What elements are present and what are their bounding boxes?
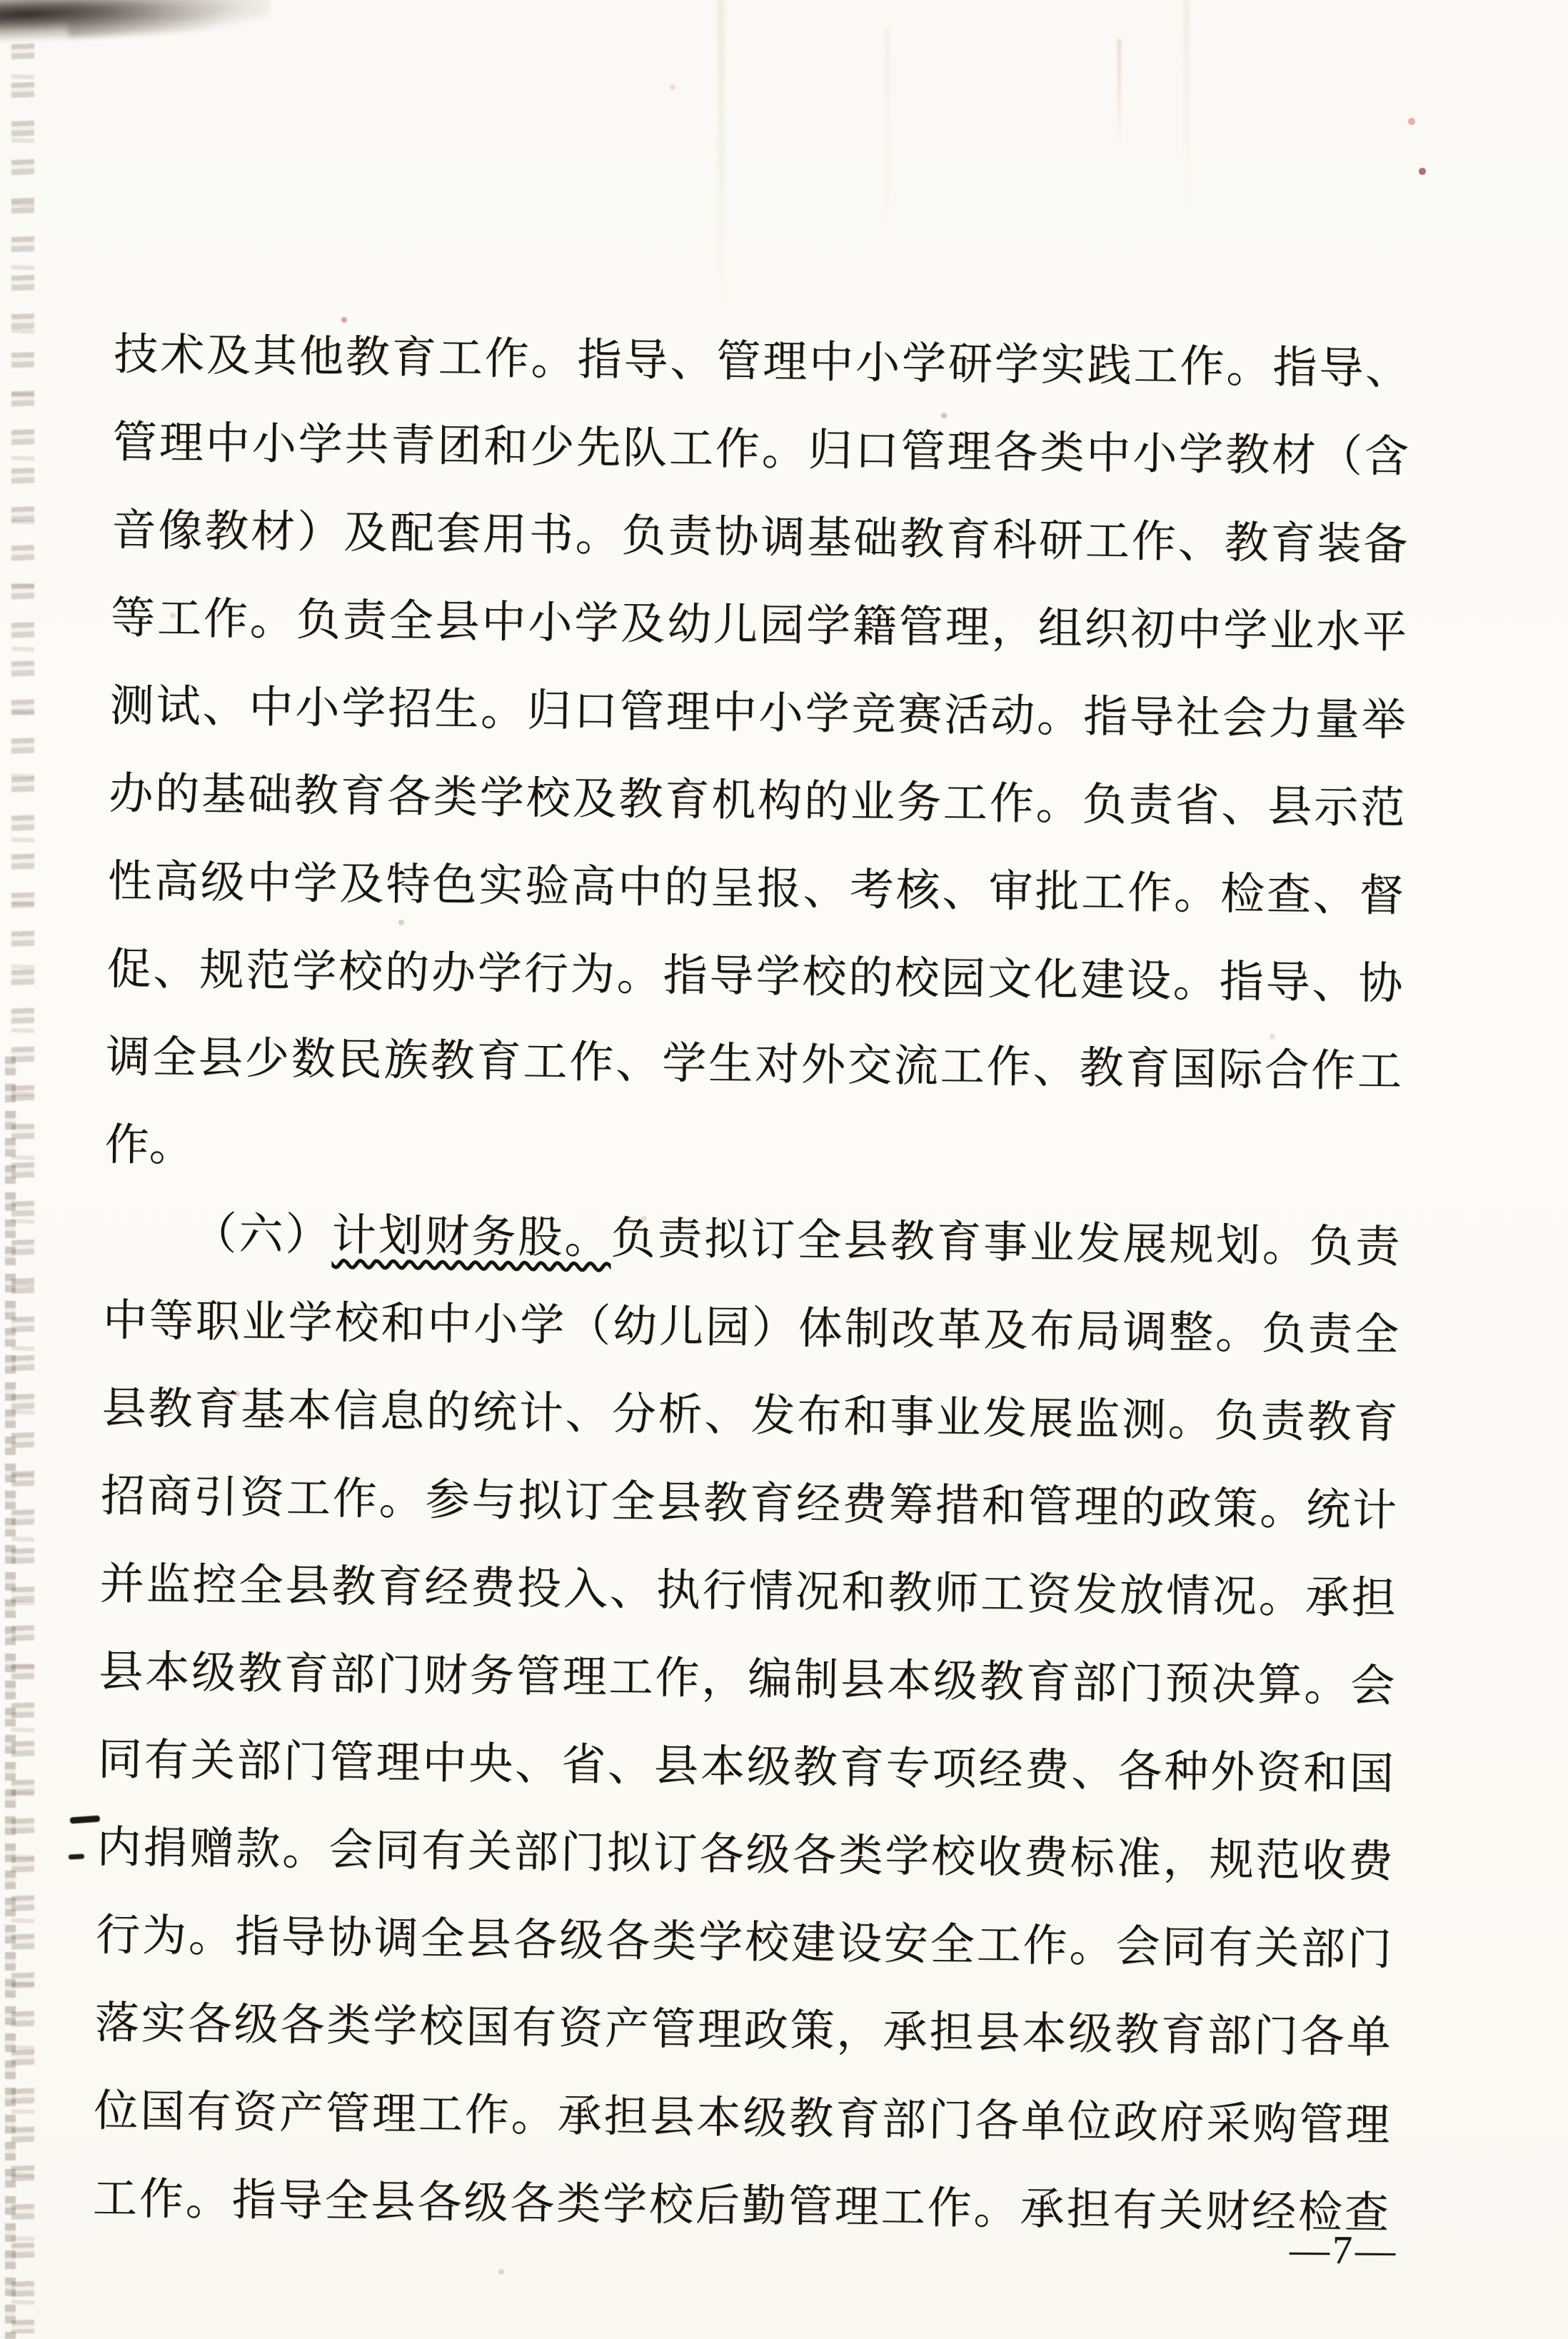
text-line: 促、规范学校的办学行为。指导学校的校园文化建设。指导、协 — [106, 945, 1403, 1009]
scan-streak-artifact — [885, 29, 890, 257]
scan-ink-dash-artifact — [70, 1816, 101, 1824]
text-line: 内捐赠款。会同有关部门拟订各级各类学校收费标准，规范收费 — [96, 1823, 1393, 1887]
text-line: 工作。指导全县各级各类学校后勤管理工作。承担有关财经检查 — [92, 2174, 1389, 2238]
text-line: 测试、中小学招生。归口管理中小学竞赛活动。指导社会力量举 — [109, 681, 1406, 745]
text-line: 招商引资工作。参与拟订全县教育经费筹措和管理的政策。统计 — [100, 1472, 1397, 1536]
text-line: 等工作。负责全县中小学及幼儿园学籍管理，组织初中学业水平 — [110, 593, 1407, 658]
text-line-section-start — [104, 1189, 1400, 1292]
text-line: 并监控全县教育经费投入、执行情况和教师工资发放情况。承担 — [99, 1559, 1397, 1624]
text-line: 落实各级各类学校国有资产管理政策，承担县本级教育部门各单 — [94, 1998, 1392, 2063]
section-number: （六） — [191, 1209, 333, 1260]
text-line: 音像教材）及配套用书。负责协调基础教育科研工作、教育装备 — [111, 505, 1408, 570]
scan-speckles — [0, 0, 3, 3]
text-line: 同有关部门管理中央、省、县本级教育专项经费、各种外资和国 — [97, 1735, 1394, 1799]
text-line: 性高级中学及特色实验高中的呈报、考核、审批工作。检查、督 — [107, 857, 1404, 921]
text-line: 办的基础教育各类学校及教育机构的业务工作。负责省、县示范 — [108, 769, 1405, 833]
text-line: 县教育基本信息的统计、分析、发布和事业发展监测。负责教育 — [101, 1384, 1398, 1448]
scan-streak-artifact — [1184, 0, 1190, 214]
section-heading-underlined: 计划财务股。 — [331, 1211, 612, 1263]
section-first-line-text: 负责拟订全县教育事业发展规划。负责 — [610, 1214, 1400, 1272]
text-line: 县本级教育部门财务管理工作，编制县本级教育部门预决算。会 — [98, 1647, 1395, 1711]
scan-bleedthrough-strip-lower — [5, 1057, 16, 2339]
text-line: 位国有资产管理工作。承担县本级教育部门各单位政府采购管理 — [94, 2086, 1390, 2151]
text-line: 技术及其他教育工作。指导、管理中小学研学实践工作。指导、 — [113, 330, 1410, 394]
scan-ink-dash-artifact — [69, 1853, 84, 1859]
text-line: 中等职业学校和中小学（幼儿园）体制改革及布局调整。负责全 — [102, 1296, 1399, 1360]
page-number: —7— — [1289, 2228, 1399, 2273]
scan-streak-artifact — [718, 0, 725, 328]
text-line-paragraph-end: 作。 — [104, 1120, 194, 1171]
text-line: 管理中小学共青团和少先队工作。归口管理各类中小学教材（含 — [112, 418, 1409, 482]
text-line: 调全县少数民族教育工作、学生对外交流工作、教育国际合作工 — [105, 1032, 1402, 1097]
document-text — [92, 311, 1410, 2258]
text-line: 行为。指导协调全县各级各类学校建设安全工作。会同有关部门 — [95, 1911, 1392, 1975]
scan-streak-artifact — [1117, 39, 1121, 146]
